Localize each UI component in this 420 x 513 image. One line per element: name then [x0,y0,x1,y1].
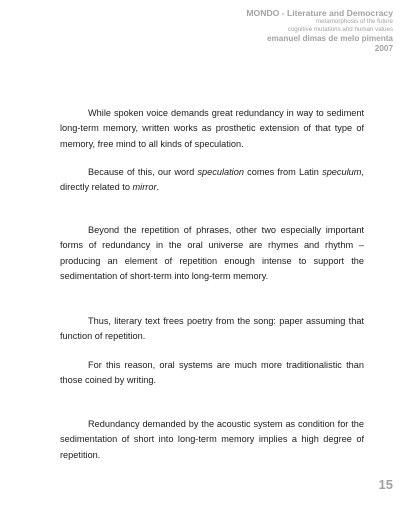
paragraph-6 [60,417,364,463]
text-run: . [156,182,160,193]
paragraph-4 [60,314,364,345]
header-subtitle-secondary: cognitive mutations and human values [287,26,393,34]
header-author: emanuel dimas de melo pimenta [266,33,393,43]
paragraph-text: Thus, literary text frees poetry from the song: paper assuming that function of repetition. [60,316,364,342]
paragraph-text: While spoken voice demands great redundancy in way to sediment long-term memory, written works as prosthetic extension of that type of memory, free mind to all kinds of speculation. [60,108,364,149]
paragraph-1 [60,106,364,152]
header-subtitle: metamorphosis of the future [315,18,393,26]
text-run: Because of this, our word [88,167,198,177]
italic-term-speculum: speculum [322,167,362,177]
italic-term-mirror: mirror [132,182,157,193]
paragraph-2 [60,165,364,196]
italic-term-speculation: speculation [197,167,244,177]
paragraph-3 [60,223,364,285]
text-run: comes from Latin [243,167,323,177]
paragraph-text: Beyond the repetition of phrases, other two especially important forms of redundancy in the oral universe are rhymes and rhythm – producing an element of repetition enough intense to support the sedimentation of short-term into long-term memory. [60,225,364,282]
text-run: , directly related to [60,167,364,193]
header-title: MONDO - Literature and Democracy [246,8,393,18]
paragraph-text: Redundancy demanded by the acoustic system as condition for the sedimentation of short into long-term memory implies a high degree of repetition. [60,419,364,460]
paragraph-text [60,165,364,196]
page-number: 15 [378,477,393,492]
header-year: 2007 [374,43,393,53]
paragraph-text: For this reason, oral systems are much more traditionalistic than those coined by writing. [60,360,364,386]
paragraph-5 [60,358,364,389]
running-header [246,8,393,54]
